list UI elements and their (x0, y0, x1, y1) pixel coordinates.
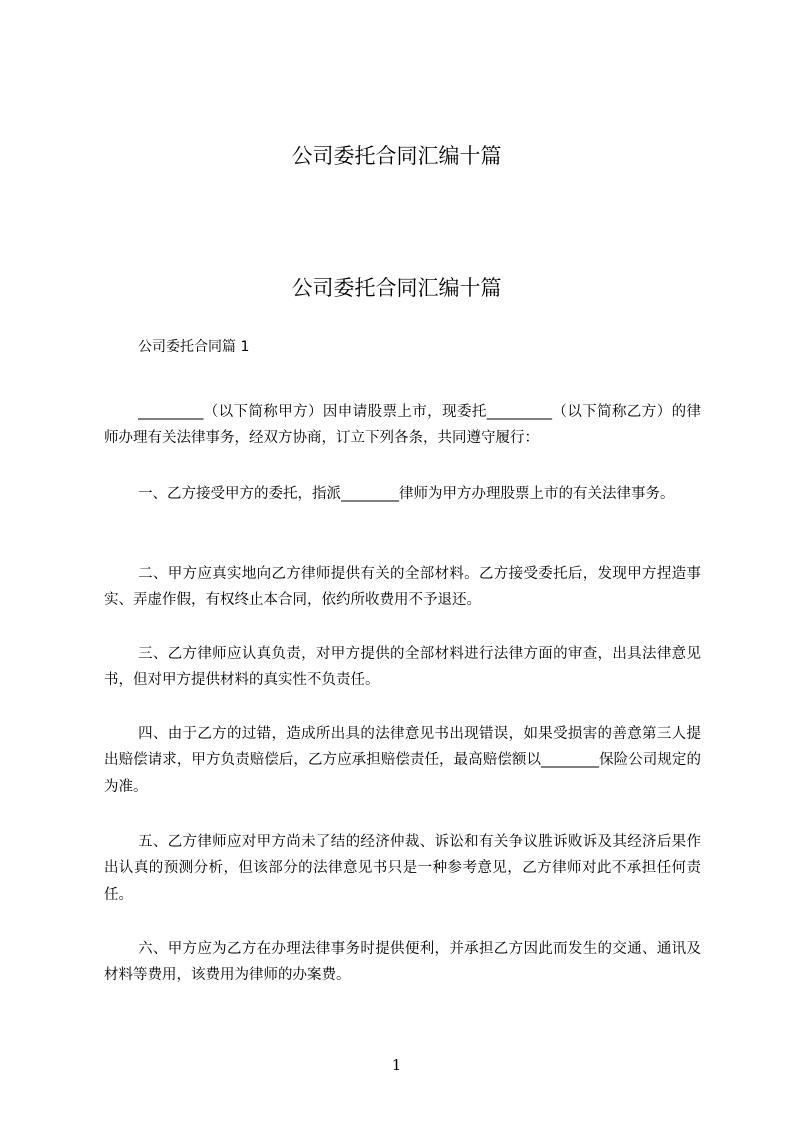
paragraph-clause-2: 二、甲方应真实地向乙方律师提供有关的全部材料。乙方接受委托后，发现甲方捏造事实、弄虚作假，有权终止本合同，依约所收费用不予退还。 (104, 565, 701, 608)
document-title: 公司委托合同汇编十篇 (291, 276, 502, 300)
paragraph-intro: _________（以下简称甲方）因申请股票上市，现委托_________（以下简称乙方）的律师办理有关法律事务，经双方协商，订立下列各条，共同遵守履行： (104, 403, 701, 446)
paragraph-clause-1: 一、乙方接受甲方的委托，指派________律师为甲方办理股票上市的有关法律事务。 (138, 485, 675, 502)
paragraph-clause-5: 五、乙方律师应对甲方尚未了结的经济仲裁、诉讼和有关争议胜诉败诉及其经济后果作出认真的预测分析，但该部分的法律意见书只是一种参考意见，乙方律师对此不承担任何责任。 (104, 833, 701, 903)
paragraph-clause-4: 四、由于乙方的过错，造成所出具的法律意见书出现错误，如果受损害的善意第三人提出赔偿请求，甲方负责赔偿后，乙方应承担赔偿责任，最高赔偿额以________保险公司规定的为准。 (104, 725, 701, 795)
paragraph-clause-6: 六、甲方应为乙方在办理法律事务时提供便利，并承担乙方因此而发生的交通、通讯及材料等费用，该费用为律师的办案费。 (104, 940, 701, 983)
page-number: 1 (391, 1056, 402, 1074)
paragraph-clause-3: 三、乙方律师应认真负责，对甲方提供的全部材料进行法律方面的审查，出具法律意见书，但对甲方提供材料的真实性不负责任。 (104, 645, 701, 688)
header-title: 公司委托合同汇编十篇 (291, 144, 502, 168)
section-heading: 公司委托合同篇 1 (138, 339, 250, 355)
